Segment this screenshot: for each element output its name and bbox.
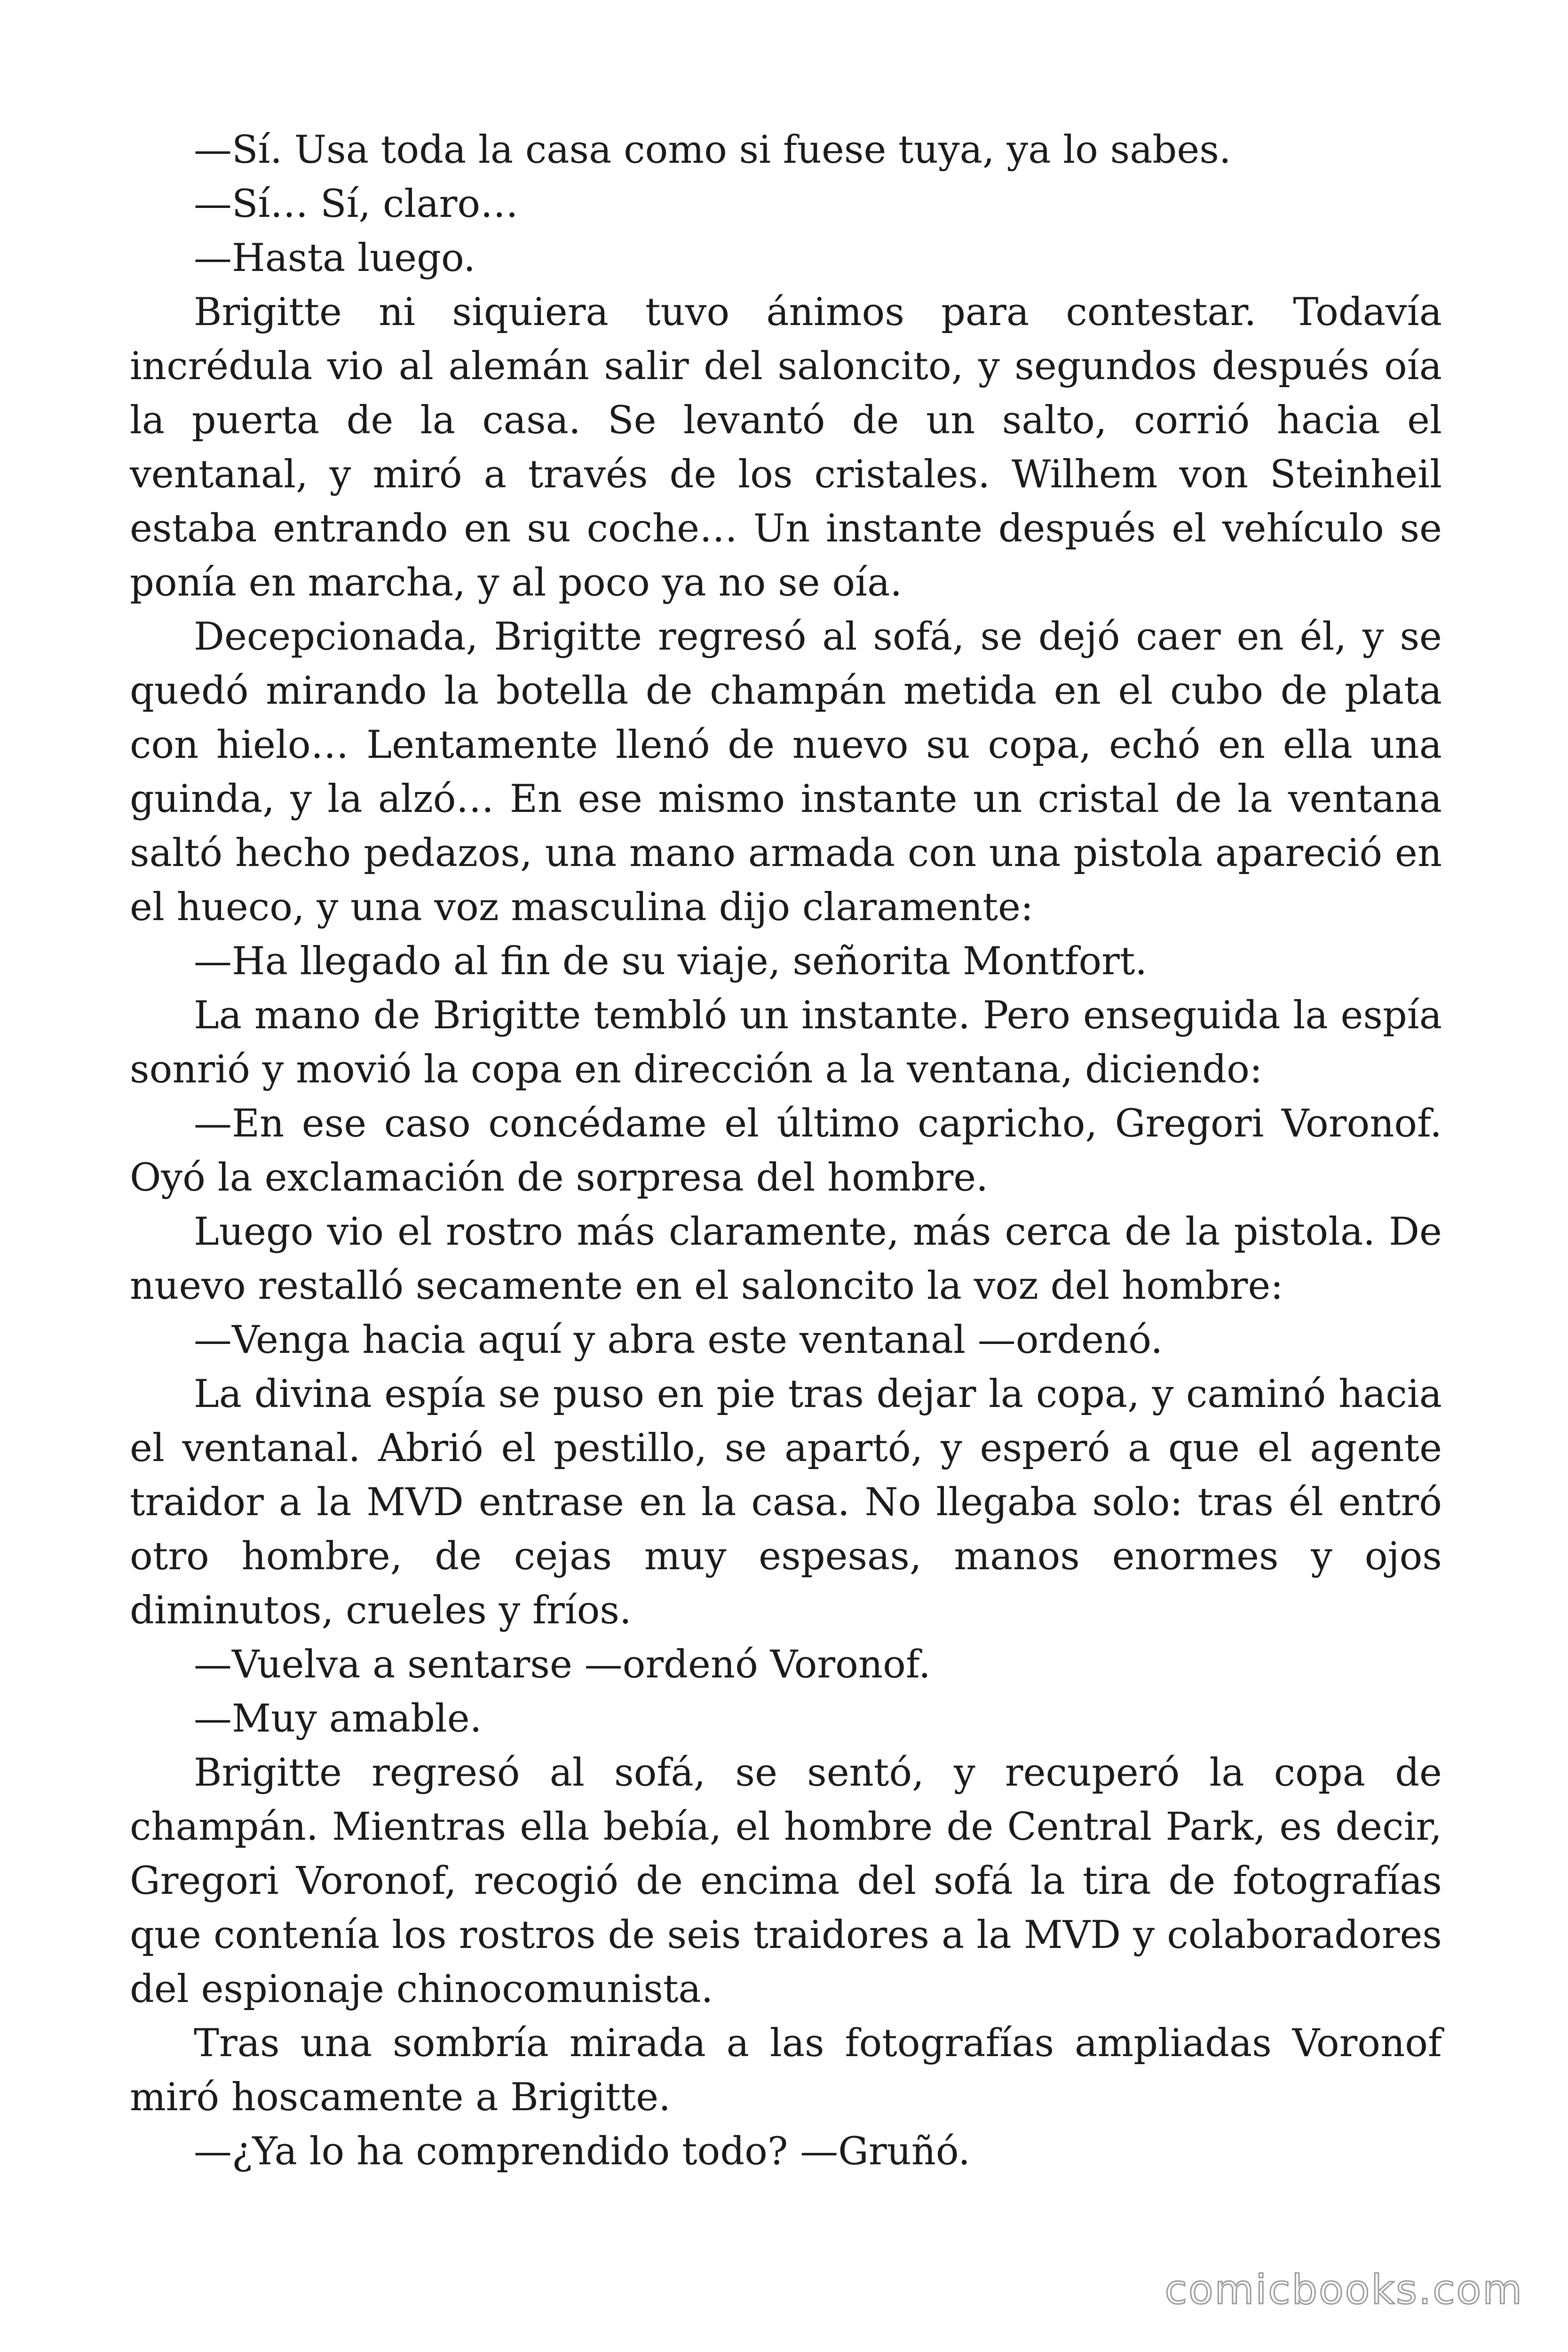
- paragraph: —Vuelva a sentarse —ordenó Voronof.: [194, 1643, 931, 1687]
- paragraph: Luego vio el rostro más claramente, más cerca de la pistola. De nuevo restalló secamente en el saloncito la voz del hombre:: [130, 1210, 1442, 1308]
- paragraph: Brigitte ni siquiera tuvo ánimos para contestar. Todavía incrédula vio al alemán salir del saloncito, y segundos después oía la puerta de la casa. Se levantó de un salto, corrió hacia el ventanal, y miró a través de los cristales. Wilhem von Steinheil estaba entrando en su coche… Un instante después el vehículo se ponía en marcha, y al poco ya no se oía.: [130, 290, 1442, 605]
- paragraph: Decepcionada, Brigitte regresó al sofá, se dejó caer en él, y se quedó mirando la botella de champán metida en el cubo de plata con hielo… Lentamente llenó de nuevo su copa, echó en ella una guinda, y la alzó… En ese mismo instante un cristal de la ventana saltó hecho pedazos, una mano armada con una pistola apareció en el hueco, y una voz masculina dijo claramente:: [130, 615, 1442, 930]
- paragraph: —Ha llegado al fin de su viaje, señorita Montfort.: [194, 939, 1148, 984]
- paragraph: Brigitte regresó al sofá, se sentó, y recuperó la copa de champán. Mientras ella bebía, el hombre de Central Park, es decir, Gregori Voronof, recogió de encima del sofá la tira de fotografías que contenía los rostros de seis traidores a la MVD y colaboradores del espionaje chinocomunista.: [130, 1751, 1442, 2011]
- paragraph: —Hasta luego.: [194, 236, 476, 280]
- paragraph: —Sí. Usa toda la casa como si fuese tuya, ya lo sabes.: [194, 128, 1231, 172]
- paragraph: —Sí… Sí, claro…: [194, 182, 519, 226]
- watermark: comicbooks.com: [1164, 2266, 1523, 2313]
- paragraph: La mano de Brigitte tembló un instante. Pero enseguida la espía sonrió y movió la copa en dirección a la ventana, diciendo:: [130, 993, 1442, 1092]
- paragraph: La divina espía se puso en pie tras dejar la copa, y caminó hacia el ventanal. Abrió el pestillo, se apartó, y esperó a que el agente traidor a la MVD entrase en la casa. No llegaba solo: tras él entró otro hombre, de cejas muy espesas, manos enormes y ojos diminutos, crueles y fríos.: [130, 1372, 1442, 1633]
- paragraph: —¿Ya lo ha comprendido todo? —Gruñó.: [194, 2130, 970, 2174]
- page-text: [130, 123, 1442, 2179]
- paragraph: —En ese caso concédame el último capricho, Gregori Voronof. Oyó la exclamación de sorpresa del hombre.: [130, 1102, 1442, 1200]
- paragraph: Tras una sombría mirada a las fotografías ampliadas Voronof miró hoscamente a Brigitte.: [130, 2021, 1442, 2120]
- paragraph: —Venga hacia aquí y abra este ventanal —ordenó.: [194, 1318, 1163, 1362]
- paragraph: —Muy amable.: [194, 1697, 482, 1741]
